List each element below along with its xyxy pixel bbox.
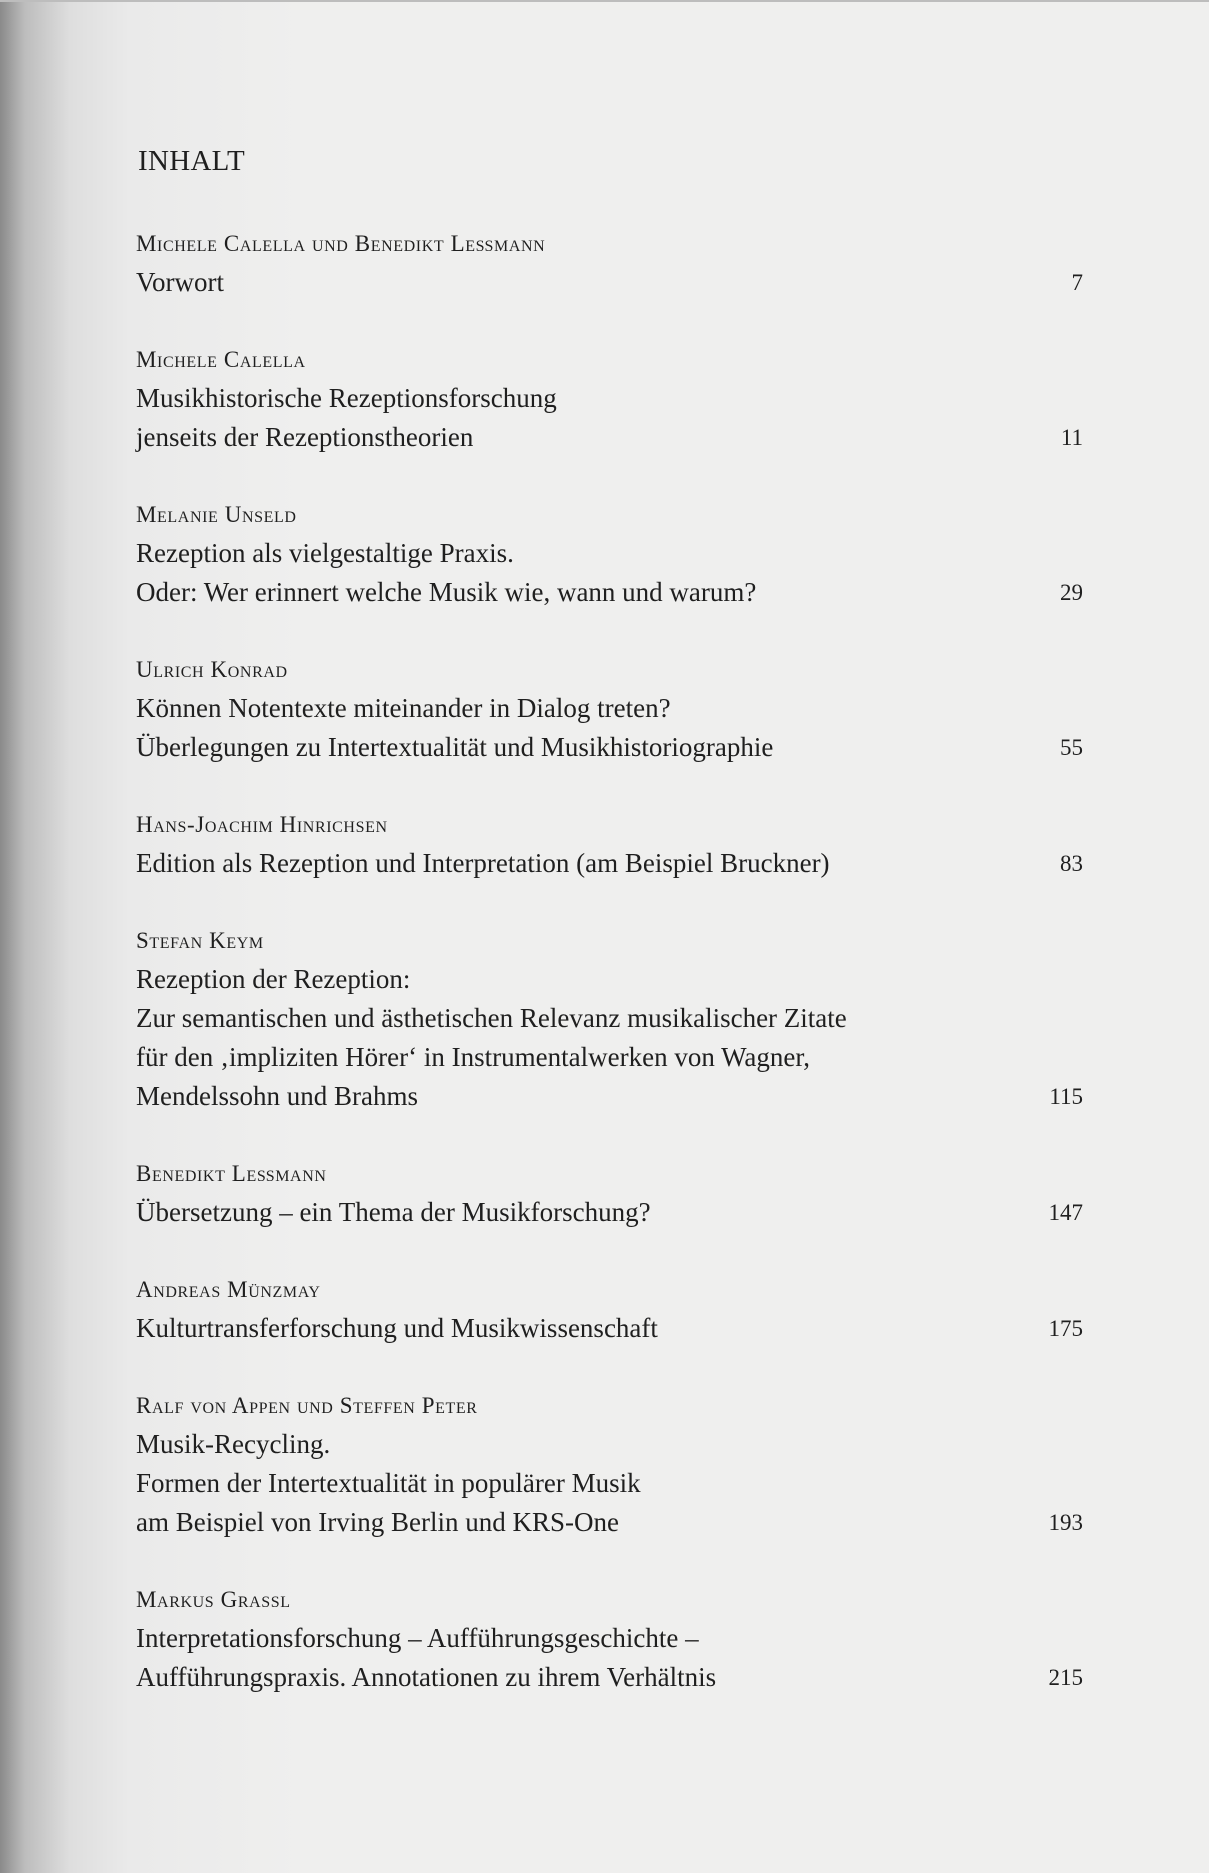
toc-entry [136, 224, 1083, 302]
entry-page-number: 215 [1048, 1665, 1083, 1690]
entry-title-line: Überlegungen zu Intertextualität und Musikhistoriographie [136, 732, 774, 762]
entry-title-line: Musikhistorische Rezeptionsforschung [136, 383, 557, 413]
entry-title-line: Mendelssohn und Brahms [136, 1081, 418, 1111]
entry-author: Stefan Keym [136, 928, 264, 953]
toc-entry [136, 340, 1083, 457]
toc-entry [136, 1154, 1083, 1232]
entry-page-number: 55 [1060, 735, 1083, 760]
entry-page-number: 11 [1060, 425, 1083, 450]
entry-title-line: Aufführungspraxis. Annotationen zu ihrem Verhältnis [136, 1662, 717, 1692]
entry-author: Hans-Joachim Hinrichsen [136, 812, 388, 837]
toc-entry [136, 1580, 1083, 1697]
entry-page-number: 29 [1060, 580, 1083, 605]
entry-title-line: Oder: Wer erinnert welche Musik wie, wann und warum? [136, 577, 757, 607]
entry-title-line: Rezeption als vielgestaltige Praxis. [136, 538, 514, 568]
entry-author: Markus Grassl [136, 1587, 291, 1612]
page-top-edge [0, 0, 1209, 2]
entry-title-line: jenseits der Rezeptionstheorien [136, 422, 474, 452]
entry-title-line: Interpretationsforschung – Aufführungsgeschichte – [136, 1623, 699, 1653]
entry-title-line: Können Notentexte miteinander in Dialog treten? [136, 693, 671, 723]
entry-author: Benedikt Leßmann [136, 1161, 327, 1186]
entry-page-number: 193 [1048, 1510, 1083, 1535]
entry-title-line: Kulturtransferforschung und Musikwissenschaft [136, 1313, 658, 1343]
toc-entry [136, 921, 1083, 1116]
toc-entry [136, 1386, 1083, 1542]
table-of-contents [136, 224, 1083, 1735]
toc-heading: INHALT [138, 145, 246, 177]
toc-entry [136, 805, 1083, 883]
entry-author: Andreas Münzmay [136, 1277, 321, 1302]
entry-page-number: 7 [1071, 270, 1083, 295]
entry-page-number: 83 [1060, 851, 1083, 876]
entry-author: Michele Calella und Benedikt Leßmann [136, 231, 546, 256]
entry-author: Melanie Unseld [136, 502, 297, 527]
entry-page-number: 115 [1049, 1084, 1083, 1109]
entry-title-line: Rezeption der Rezeption: [136, 964, 411, 994]
entry-author: Michele Calella [136, 347, 306, 372]
entry-author: Ralf von Appen und Steffen Peter [136, 1393, 478, 1418]
entry-title-line: Zur semantischen und ästhetischen Relevanz musikalischer Zitate [136, 1003, 847, 1033]
entry-page-number: 175 [1048, 1316, 1083, 1341]
toc-entry [136, 650, 1083, 767]
entry-title-line: am Beispiel von Irving Berlin und KRS-One [136, 1507, 619, 1537]
entry-title-line: Musik-Recycling. [136, 1429, 331, 1459]
entry-author: Ulrich Konrad [136, 657, 288, 682]
entry-title-line: Edition als Rezeption und Interpretation (am Beispiel Bruckner) [136, 848, 830, 878]
entry-page-number: 147 [1048, 1200, 1083, 1225]
toc-entry [136, 1270, 1083, 1348]
entry-title-line: für den ‚impliziten Hörer‘ in Instrumentalwerken von Wagner, [136, 1042, 811, 1072]
toc-entry [136, 495, 1083, 612]
entry-title-line: Vorwort [136, 267, 225, 297]
entry-title-line: Formen der Intertextualität in populärer Musik [136, 1468, 641, 1498]
entry-title-line: Übersetzung – ein Thema der Musikforschung? [136, 1197, 651, 1227]
